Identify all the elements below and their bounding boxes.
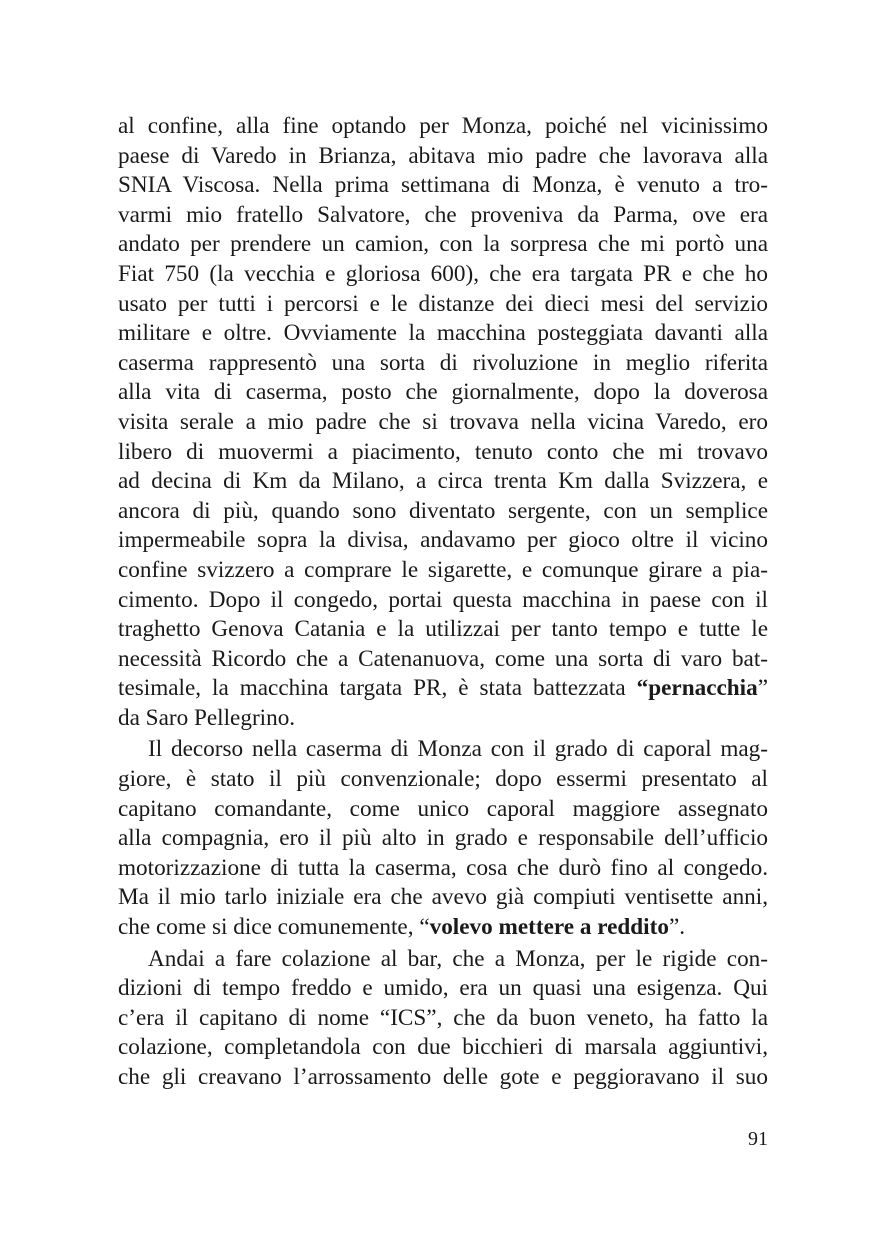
text-line: Ma il mio tarlo iniziale era che avevo già compiuti ventisette anni, bbox=[118, 884, 768, 911]
bold-term: “pernacchia bbox=[636, 675, 758, 702]
text-run: tesimale, la macchina targata PR, è stata battezzata bbox=[118, 675, 637, 702]
text-line: al confine, alla fine optando per Monza, poiché nel vicinissimo bbox=[118, 113, 768, 139]
text-line: ancora di più, quando sono diventato sergente, con un semplice bbox=[118, 497, 768, 524]
text-line: c’era il capitano di nome “ICS”, che da buon veneto, ha fatto la bbox=[118, 1004, 768, 1031]
text-line: necessità Ricordo che a Catenanuova, come una sorta di varo bat- bbox=[118, 645, 768, 672]
text-line: militare e oltre. Ovviamente la macchina posteggiata davanti alla bbox=[118, 320, 768, 347]
text-run: che come si dice comunemente, “ bbox=[118, 914, 430, 941]
text-run: ” bbox=[757, 675, 768, 702]
paragraph-1 bbox=[118, 112, 768, 733]
text-line: alla compagnia, ero il più alto in grado e responsabile dell’ufficio bbox=[118, 825, 768, 852]
text-run: ”. bbox=[668, 914, 686, 941]
text-line: che gli creavano l’arrossamento delle gote e peggioravano il suo bbox=[118, 1064, 768, 1090]
text-line: traghetto Genova Catania e la utilizzai per tanto tempo e tutte le bbox=[118, 616, 768, 643]
text-line: dizioni di tempo freddo e umido, era un quasi una esigenza. Qui bbox=[118, 975, 768, 1002]
text-line: andato per prendere un camion, con la sorpresa che mi portò una bbox=[118, 231, 768, 258]
text-line: libero di muovermi a piacimento, tenuto conto che mi trovavo bbox=[118, 438, 768, 465]
text-line: caserma rappresentò una sorta di rivoluzione in meglio riferita bbox=[118, 349, 768, 376]
body-text bbox=[118, 112, 768, 1093]
text-line: Il decorso nella caserma di Monza con il grado di caporal mag- bbox=[148, 736, 768, 763]
text-line: visita serale a mio padre che si trovava nella vicina Varedo, ero bbox=[118, 408, 768, 435]
text-line bbox=[118, 913, 768, 943]
text-line: alla vita di caserma, posto che giornalmente, dopo la doverosa bbox=[118, 379, 768, 406]
text-line: cimento. Dopo il congedo, portai questa macchina in paese con il bbox=[118, 586, 768, 613]
text-line: da Saro Pellegrino. bbox=[118, 704, 296, 731]
bold-quote: volevo mettere a reddito bbox=[429, 914, 669, 941]
text-line: SNIA Viscosa. Nella prima settimana di Monza, è venuto a tro- bbox=[118, 172, 768, 199]
text-line: varmi mio fratello Salvatore, che proveniva da Parma, ove era bbox=[118, 201, 768, 228]
text-line: Fiat 750 (la vecchia e gloriosa 600), che era targata PR e che ho bbox=[118, 260, 768, 287]
page-number: 91 bbox=[748, 1128, 768, 1150]
text-line: usato per tutti i percorsi e le distanze dei dieci mesi del servizio bbox=[118, 290, 768, 317]
text-line: capitano comandante, come unico caporal maggiore assegnato bbox=[118, 795, 768, 822]
text-line: ad decina di Km da Milano, a circa trenta Km dalla Svizzera, e bbox=[118, 468, 768, 495]
text-line bbox=[118, 674, 768, 704]
text-line: motorizzazione di tutta la caserma, cosa che durò fino al congedo. bbox=[118, 854, 768, 881]
text-line: colazione, completandola con due bicchieri di marsala aggiuntivi, bbox=[118, 1034, 768, 1061]
text-line: impermeabile sopra la divisa, andavamo per gioco oltre il vicino bbox=[118, 527, 768, 554]
text-line: giore, è stato il più convenzionale; dopo essermi presentato al bbox=[118, 766, 768, 793]
text-line: paese di Varedo in Brianza, abitava mio padre che lavorava alla bbox=[118, 142, 768, 169]
paragraph-3 bbox=[118, 945, 768, 1093]
text-line: Andai a fare colazione al bar, che a Monza, per le rigide con- bbox=[148, 945, 768, 972]
paragraph-2 bbox=[118, 735, 768, 942]
text-line: confine svizzero a comprare le sigarette, e comunque girare a pia- bbox=[118, 556, 768, 583]
